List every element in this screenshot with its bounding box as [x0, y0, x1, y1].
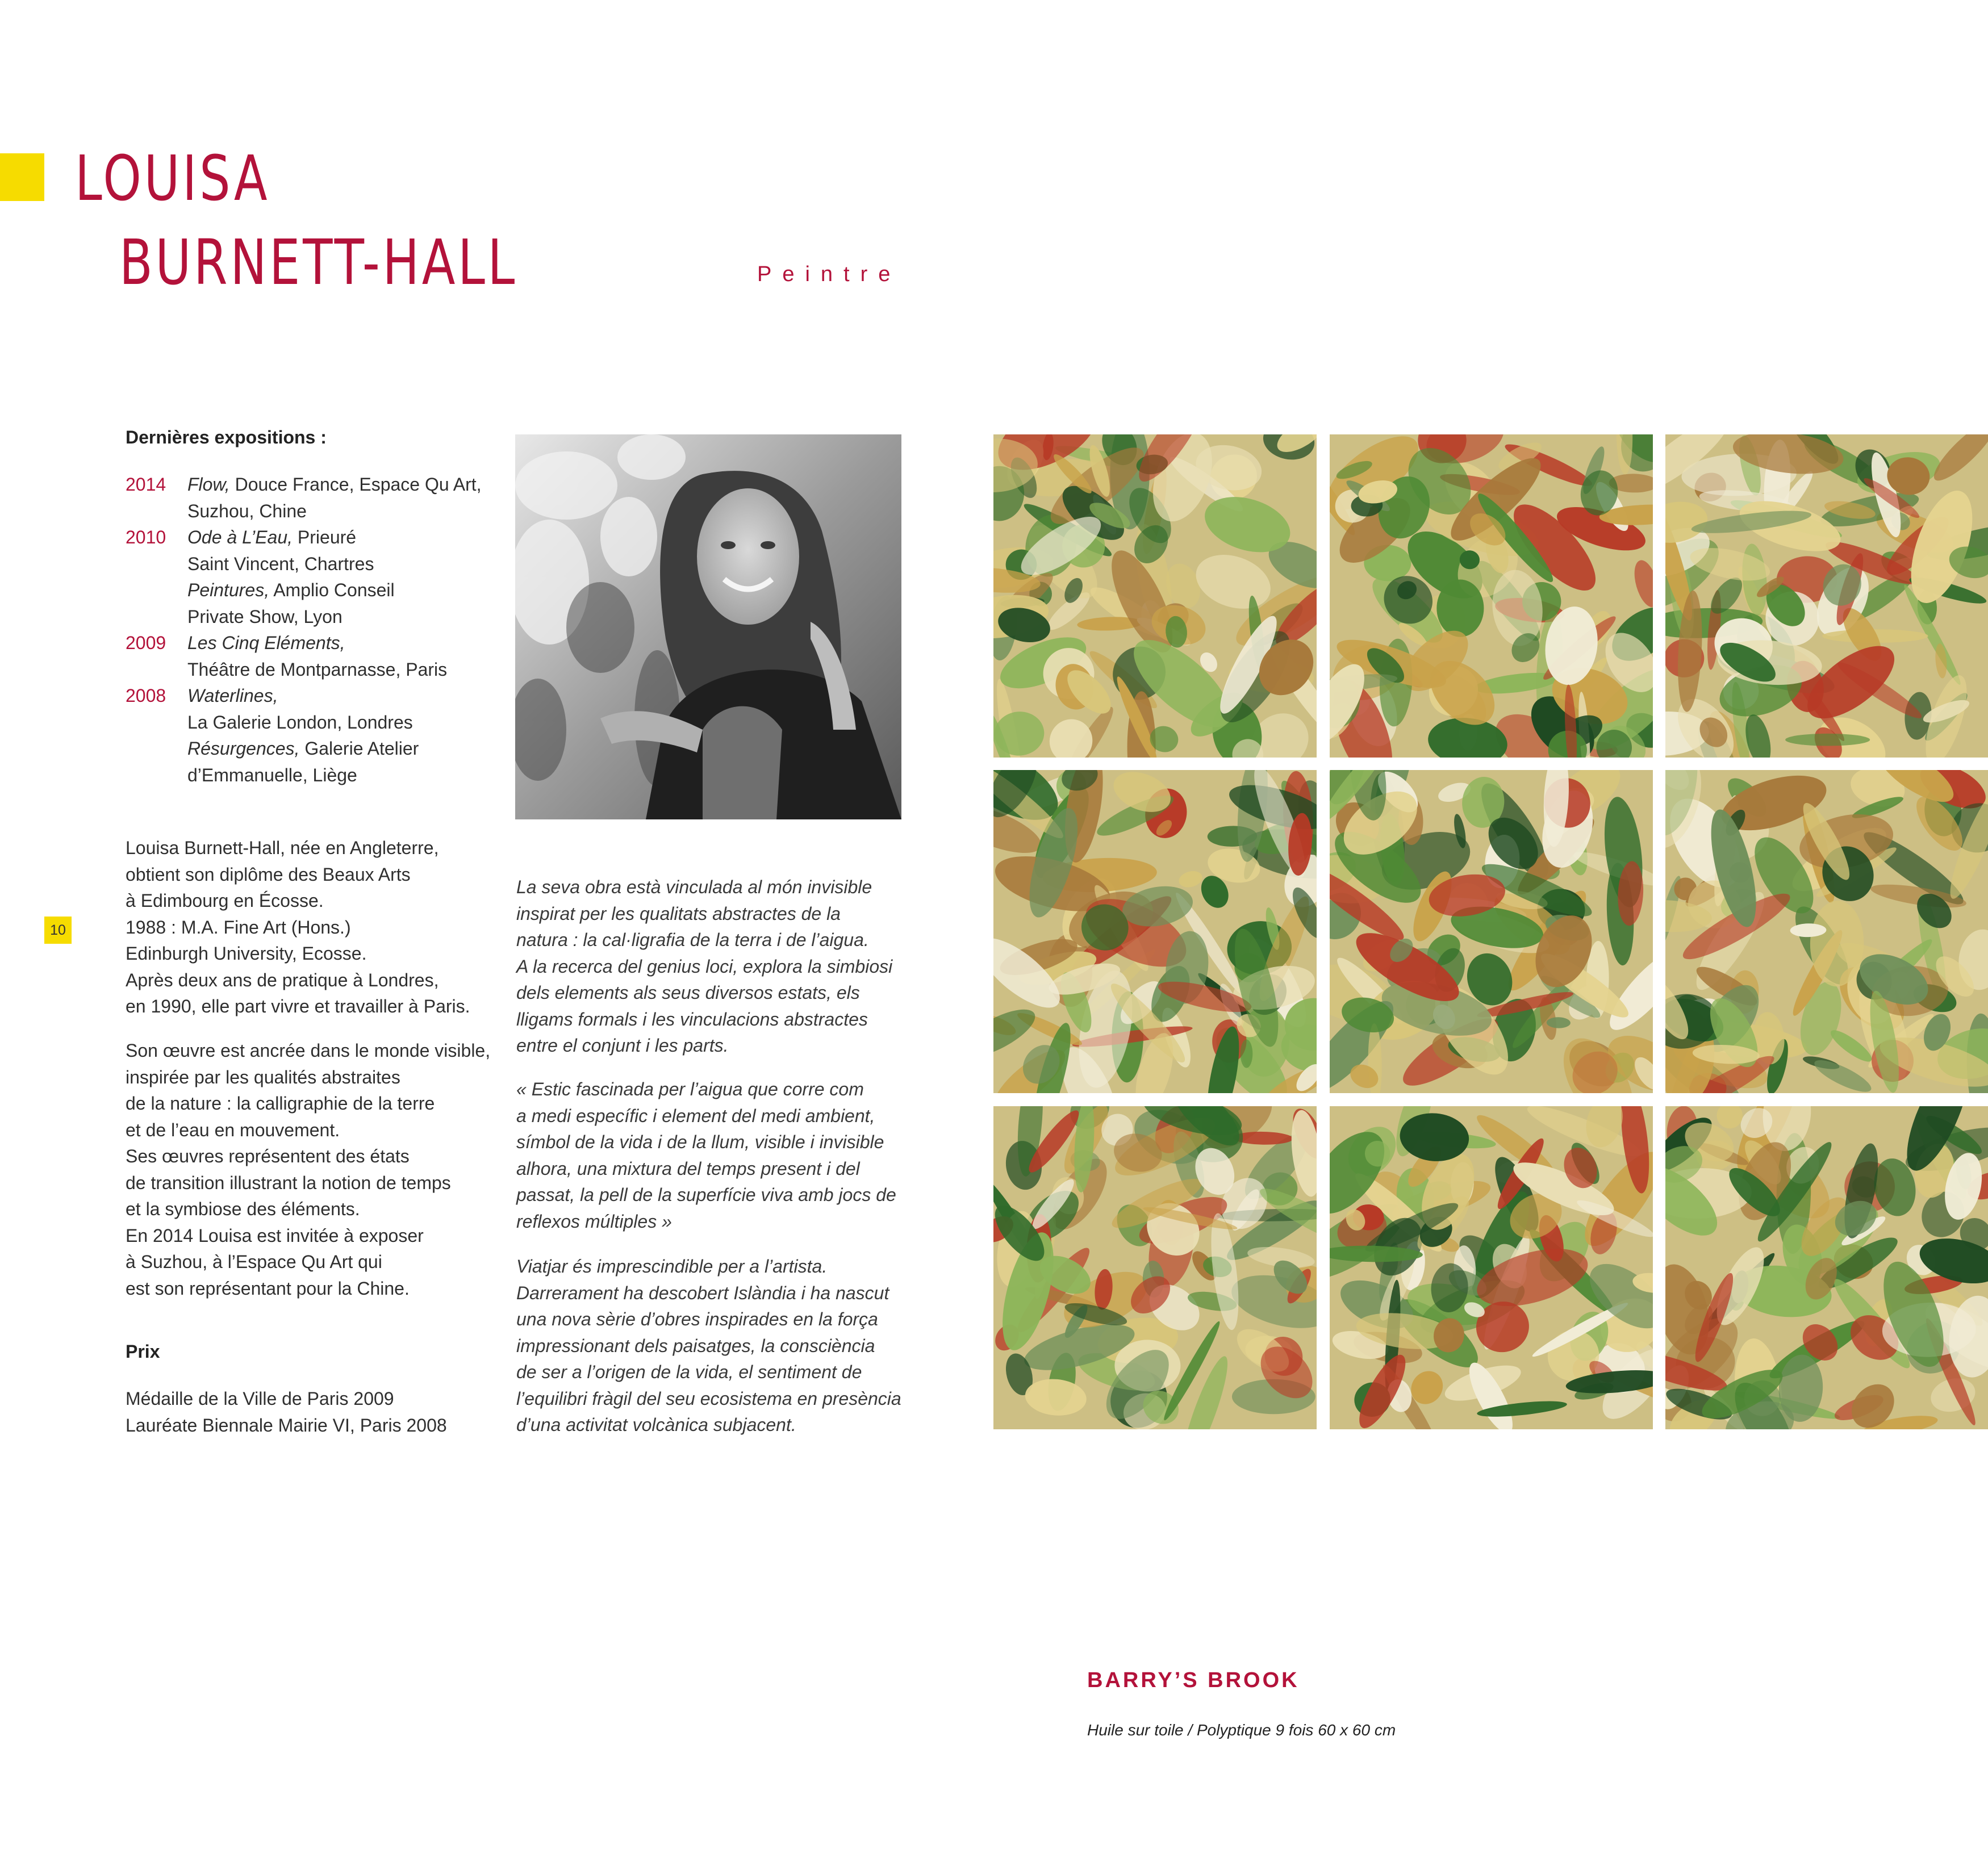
exhibition-entry — [187, 709, 413, 736]
exhibition-entry — [187, 630, 345, 656]
exhibition-detail: Galerie Atelier — [299, 738, 419, 759]
exhibition-entry — [187, 471, 482, 498]
exhibition-detail: La Galerie London, Londres — [187, 712, 413, 733]
bio-paragraph-1 — [126, 835, 470, 1020]
exhibition-year: 2010 — [126, 527, 166, 547]
exhibition-title: Peintures, — [187, 580, 270, 600]
catalan-paragraph-1 — [516, 874, 892, 1059]
exhibition-detail: Prieuré — [293, 527, 357, 547]
exhibition-entry — [187, 577, 395, 604]
catalan-line: dels elements als seus diversos estats, els — [516, 982, 860, 1003]
catalan-line: a medi específic i element del medi ambient, — [516, 1105, 875, 1126]
prizes-heading: Prix — [126, 1341, 160, 1362]
exhibition-entry — [187, 498, 307, 525]
painting-panel — [1665, 434, 1988, 758]
catalan-line: reflexos múltiples » — [516, 1211, 672, 1232]
catalan-line: La seva obra està vinculada al món invisible — [516, 877, 872, 897]
exhibition-detail: Théâtre de Montparnasse, Paris — [187, 659, 448, 680]
catalan-paragraph-2 — [516, 1076, 896, 1235]
bio-line: Son œuvre est ancrée dans le monde visible, — [126, 1040, 491, 1061]
catalan-line: entre el conjunt i les parts. — [516, 1035, 729, 1056]
exhibition-title: Les Cinq Eléments, — [187, 633, 345, 653]
exhibition-entry — [187, 735, 419, 762]
catalan-line: « Estic fascinada per l’aigua que corre com — [516, 1079, 864, 1099]
exhibition-detail: Suzhou, Chine — [187, 500, 307, 521]
prize-item: Lauréate Biennale Mairie VI, Paris 2008 — [126, 1415, 447, 1436]
catalan-line: inspirat per les qualitats abstractes de la — [516, 903, 841, 924]
exhibition-detail: Private Show, Lyon — [187, 606, 343, 627]
bio-line: et de l’eau en mouvement. — [126, 1119, 340, 1140]
bio-line: et la symbiose des éléments. — [126, 1199, 360, 1219]
catalan-line: passat, la pell de la superfície viva amb jocs de — [516, 1185, 896, 1205]
exhibition-year: 2014 — [126, 474, 166, 495]
bio-line: inspirée par les qualités abstraites — [126, 1066, 400, 1087]
painting-panel — [993, 770, 1317, 1093]
exhibition-title: Flow, — [187, 474, 230, 495]
catalan-line: alhora, una mixtura del temps present i del — [516, 1158, 860, 1179]
catalan-line: de ser a l’origen de la vida, el sentiment de — [516, 1362, 862, 1382]
exhibition-year: 2008 — [126, 685, 166, 706]
painting-panel — [1330, 770, 1653, 1093]
catalan-line: natura : la cal·ligrafia de la terra i de l’aigua. — [516, 930, 869, 950]
prize-item: Médaille de la Ville de Paris 2009 — [126, 1388, 394, 1409]
painting-panel — [993, 1106, 1317, 1429]
bio-line: En 2014 Louisa est invitée à exposer — [126, 1225, 424, 1246]
bio-line: obtient son diplôme des Beaux Arts — [126, 864, 411, 885]
catalan-line: lligams formals i les vinculacions abstractes — [516, 1009, 868, 1030]
prizes-list — [126, 1386, 447, 1438]
artwork-details: Huile sur toile / Polyptique 9 fois 60 x 60 cm — [1087, 1721, 1396, 1739]
painting-panel — [1665, 1106, 1988, 1429]
bio-line: Ses œuvres représentent des états — [126, 1146, 410, 1166]
artist-last-name: BURNETT-HALL — [119, 226, 518, 299]
artwork-title: BARRY’S BROOK — [1087, 1668, 1300, 1692]
artist-portrait-photo — [515, 434, 901, 819]
bio-line: de transition illustrant la notion de temps — [126, 1172, 451, 1193]
exhibition-entry — [187, 683, 278, 709]
artist-role: Peintre — [757, 262, 901, 286]
exhibition-entry — [187, 604, 343, 630]
exhibition-entry — [187, 551, 374, 578]
exhibitions-heading: Dernières expositions : — [126, 427, 327, 447]
catalan-line: l’equilibri fràgil del seu ecosistema en presència — [516, 1388, 901, 1409]
exhibition-title: Résurgences, — [187, 738, 300, 759]
exhibition-detail: Douce France, Espace Qu Art, — [229, 474, 482, 495]
catalan-line: símbol de la vida i de la llum, visible i invisible — [516, 1132, 884, 1152]
bio-line: en 1990, elle part vivre et travailler à Paris. — [126, 996, 470, 1016]
exhibition-detail: Saint Vincent, Chartres — [187, 553, 374, 574]
bio-line: de la nature : la calligraphie de la terre — [126, 1093, 435, 1114]
catalan-line: d’una activitat volcànica subjacent. — [516, 1415, 796, 1435]
exhibition-detail: Amplio Conseil — [269, 580, 395, 600]
catalan-line: A la recerca del genius loci, explora la simbiosi — [516, 956, 893, 977]
bio-line: Après deux ans de pratique à Londres, — [126, 969, 439, 990]
exhibition-year: 2009 — [126, 633, 166, 653]
title-accent-square — [0, 153, 44, 201]
catalan-paragraph-3 — [516, 1253, 901, 1438]
painting-panel — [993, 434, 1317, 758]
bio-line: est son représentant pour la Chine. — [126, 1278, 410, 1299]
painting-panel — [1330, 434, 1653, 758]
bio-line: à Edimbourg en Écosse. — [126, 890, 324, 911]
artist-first-name: LOUISA — [75, 142, 270, 215]
exhibition-title: Waterlines, — [187, 685, 278, 706]
painting-panel — [1665, 770, 1988, 1093]
catalan-line: Viatjar és imprescindible per a l’artista. — [516, 1256, 828, 1277]
bio-line: Louisa Burnett-Hall, née en Angleterre, — [126, 838, 439, 858]
exhibition-entry — [187, 762, 357, 789]
bio-line: à Suzhou, à l’Espace Qu Art qui — [126, 1252, 382, 1272]
exhibition-entry — [187, 524, 356, 551]
bio-line: 1988 : M.A. Fine Art (Hons.) — [126, 917, 351, 938]
bio-line: Edinburgh University, Ecosse. — [126, 943, 367, 964]
exhibition-entry — [187, 656, 447, 683]
page-number: 10 — [44, 917, 72, 944]
exhibition-title: Ode à L’Eau, — [187, 527, 293, 547]
exhibition-detail: d’Emmanuelle, Liège — [187, 764, 357, 785]
bio-paragraph-2 — [126, 1037, 490, 1302]
catalan-line: impressionant dels paisatges, la consciència — [516, 1335, 875, 1356]
catalan-line: Darrerament ha descobert Islàndia i ha nascut — [516, 1282, 889, 1303]
catalan-line: una nova sèrie d’obres inspirades en la força — [516, 1309, 878, 1329]
painting-panel — [1330, 1106, 1653, 1429]
